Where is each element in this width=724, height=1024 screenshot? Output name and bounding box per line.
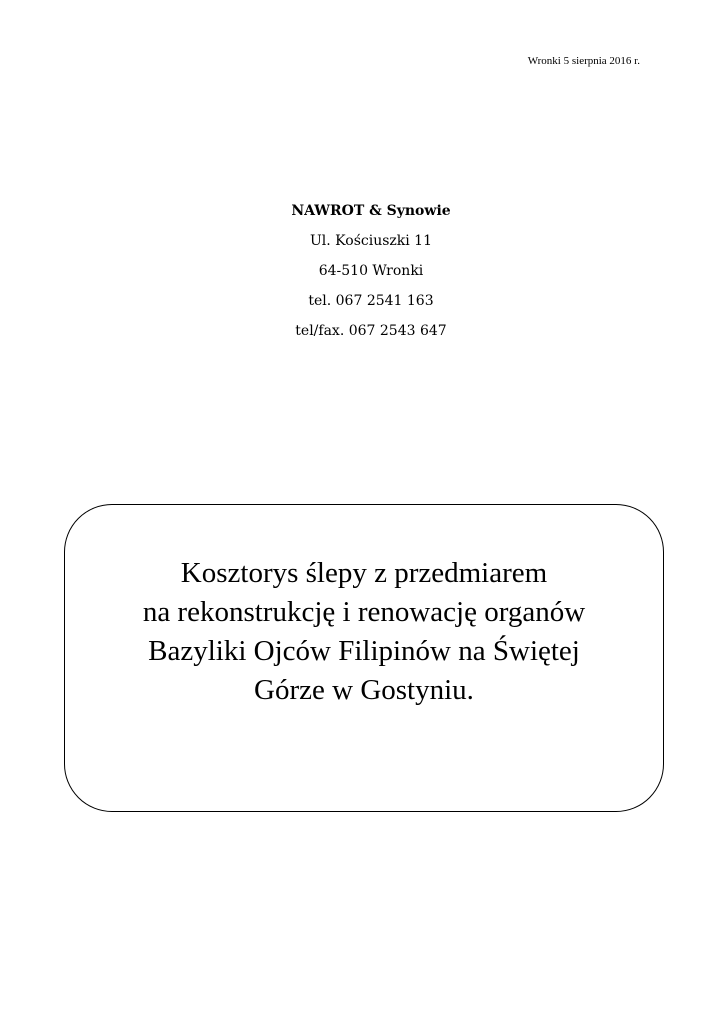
company-fax: tel/fax. 067 2543 647 (295, 323, 447, 339)
document-title (64, 554, 664, 710)
title-line: Górze w Gostyniu. (254, 674, 474, 706)
title-line: na rekonstrukcję i renowację organów (142, 596, 586, 628)
document-date: Wronki 5 sierpnia 2016 r. (527, 55, 640, 67)
company-phone: tel. 067 2541 163 (308, 293, 434, 309)
title-line: Kosztorys ślepy z przedmiarem (180, 557, 548, 589)
company-city: 64-510 Wronki (318, 263, 424, 279)
company-name: NAWROT & Synowie (291, 203, 451, 219)
title-line: Bazyliki Ojców Filipinów na Świętej (148, 635, 580, 667)
company-address-block (0, 196, 724, 346)
company-street: Ul. Kościuszki 11 (310, 233, 432, 249)
